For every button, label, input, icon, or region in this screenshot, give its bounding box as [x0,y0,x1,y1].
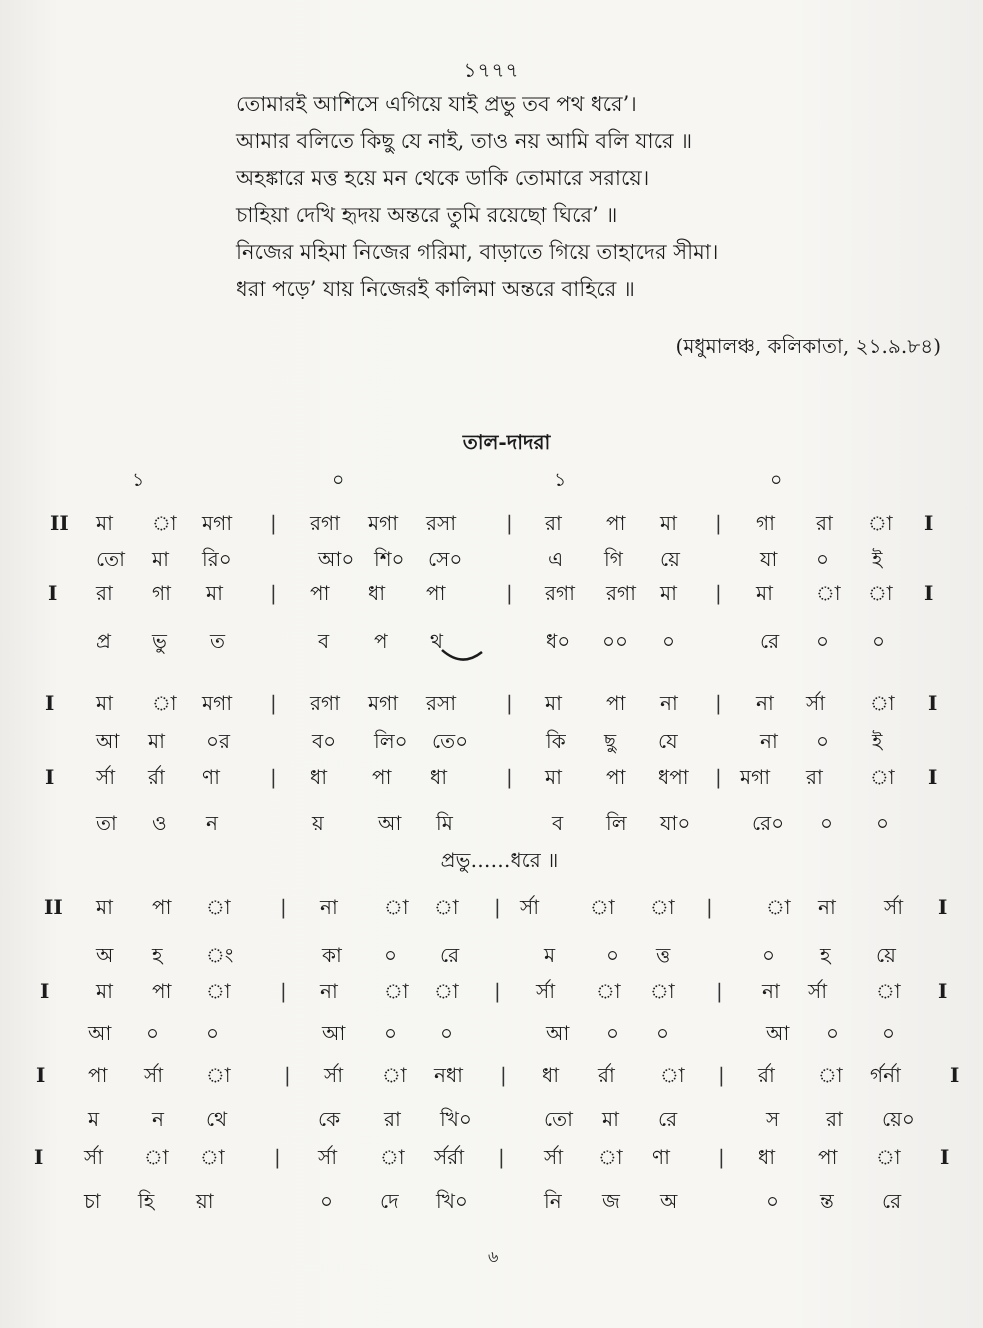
note: া [766,895,791,919]
bar-line: | [494,979,501,1003]
notation-row [0,760,983,794]
lyric-syllable: ০ [206,1021,220,1045]
note: া [596,979,621,1003]
note: া [650,895,675,919]
lyric-syllable: তে০ [432,729,469,753]
poem-line: তোমারই আশিসে এগিয়ে যাই প্রভু তব পথ ধরে’। [236,92,637,116]
bar-line: | [506,581,513,605]
lyric-syllable: থ [430,629,443,653]
notation-row [0,686,983,720]
lyric-syllable: কে [318,1107,341,1131]
note: মা [206,581,223,605]
note: া [650,979,675,1003]
note: র্সা [536,979,556,1003]
lyric-syllable: আ [96,729,120,753]
lyric-syllable: ও [152,811,167,835]
note: র্সা [808,979,828,1003]
note: রগা [606,581,636,605]
note: মগা [740,765,771,789]
lyric-syllable: লি০ [374,729,408,753]
page-number: ১৭৭৭ [463,58,520,82]
note: মগা [202,511,233,535]
lyric-row [0,1184,983,1218]
lyric-syllable: রা [826,1107,843,1131]
lyric-syllable: লি [606,811,627,835]
section-mark: I [938,979,948,1003]
note: মগা [368,691,399,715]
note: না [660,691,678,715]
lyric-syllable: আ০ [318,547,355,571]
lyric-row [0,806,983,840]
note: রগা [545,581,575,605]
lyric-syllable: ০ [882,1021,896,1045]
section-mark: II [44,895,63,919]
lyric-syllable: ০ [440,1021,454,1045]
lyric-syllable: যা [760,547,778,571]
note: না [320,895,338,919]
note: া [434,979,459,1003]
lyric-syllable: রে০ [752,811,785,835]
note: রসা [426,511,457,535]
note: মা [545,691,562,715]
note: মগা [202,691,233,715]
note: র্সা [806,691,826,715]
note: রা [806,765,823,789]
note: া [868,511,893,535]
bar-line: | [270,511,277,535]
lyric-syllable: কি [546,729,566,753]
bar-line: | [500,1063,507,1087]
lyric-syllable: ০ [766,1189,780,1213]
note: র্সা [144,1063,164,1087]
note: না [762,979,780,1003]
section-mark: I [928,765,938,789]
note: ধা [758,1145,776,1169]
lyric-syllable: যে [658,729,678,753]
lyric-syllable: আ [546,1021,570,1045]
note: পা [88,1063,108,1087]
lyric-syllable: ০ [872,629,886,653]
note: া [598,1145,623,1169]
note: ধা [310,765,328,789]
lyric-syllable: ই [872,547,883,571]
note: নধা [434,1063,463,1087]
bar-line: | [715,765,722,789]
note: পা [152,895,172,919]
note: পা [372,765,392,789]
lyric-syllable: ম [88,1107,100,1131]
notation-row [0,1058,983,1092]
note: ধা [542,1063,560,1087]
note: া [152,691,177,715]
section-mark: I [928,691,938,715]
note: ধপা [658,765,689,789]
lyric-syllable: ০ [320,1189,334,1213]
lyric-syllable: ০০ [602,629,629,653]
lyric-syllable: মা [148,729,165,753]
lyric-syllable: ০ [606,1021,620,1045]
note: া [590,895,615,919]
note: মা [96,511,113,535]
bar-line: | [718,1145,725,1169]
slur-mark [440,646,484,664]
notation-row [0,576,983,610]
note: া [144,1145,169,1169]
bar-line: | [270,765,277,789]
lyric-syllable: ০ [876,811,890,835]
bar-line: | [280,895,287,919]
note: না [756,691,774,715]
notation-row [0,1140,983,1174]
lyric-syllable: তো [544,1107,573,1131]
bar-line: | [506,691,513,715]
bar-line: | [284,1063,291,1087]
note: া [206,1063,231,1087]
lyric-syllable: ং [206,943,234,967]
bar-line: | [715,511,722,535]
lyric-syllable: মা [152,547,169,571]
note: া [868,581,893,605]
poem-line: ধরা পড়ে’ যায় নিজেরই কালিমা অন্তরে বাহিরে ॥ [236,277,635,301]
note: রসা [426,691,457,715]
section-mark: I [34,1145,44,1169]
lyric-syllable: এ [548,547,564,571]
lyric-row [0,1102,983,1136]
lyric-syllable: ন [206,811,218,835]
note: পা [606,691,626,715]
section-mark: I [48,581,58,605]
note: মা [660,511,677,535]
note: া [818,1063,843,1087]
lyric-syllable: আ [322,1021,346,1045]
lyric-syllable: রে [882,1189,902,1213]
lyric-syllable: ০ [820,811,834,835]
note: া [384,895,409,919]
poem-line: অহঙ্কারে মত্ত হয়ে মন থেকে ডাকি তোমারে সরায়ে। [236,166,650,190]
bar-line: | [270,691,277,715]
note: রগা [310,691,340,715]
section-mark: II [50,511,69,535]
lyric-syllable: ত [210,629,226,653]
lyric-syllable: না [760,729,778,753]
section-mark: I [924,511,934,535]
note: পা [152,979,172,1003]
bar-line: | [270,581,277,605]
note: া [200,1145,225,1169]
lyric-syllable: অ [660,1189,678,1213]
lyric-syllable: ব [318,629,330,653]
notation-row [0,890,983,924]
lyric-syllable: ম [544,943,556,967]
lyric-syllable: তো [96,547,125,571]
note: মা [96,895,113,919]
note: া [152,511,177,535]
lyric-syllable: রে [760,629,780,653]
note: া [870,691,895,715]
section-mark: I [45,691,55,715]
note: মা [660,581,677,605]
lyric-syllable: য়ে [660,547,680,571]
notation-row [0,974,983,1008]
lyric-syllable: ০ [656,1021,670,1045]
bar-line: | [506,765,513,789]
note: র্সা [318,1145,338,1169]
note: মা [96,691,113,715]
note: র্সা [520,895,540,919]
lyric-syllable: গি [604,547,623,571]
lyric-syllable: জ [602,1189,620,1213]
note: র্গর্না [870,1063,901,1087]
beat-marker: ০ [332,469,345,491]
bar-line: | [715,581,722,605]
lyric-syllable: ০ [762,943,776,967]
lyric-syllable: ০ [384,1021,398,1045]
note: ধা [430,765,448,789]
lyric-syllable: আ [766,1021,790,1045]
note: া [660,1063,685,1087]
note: ণা [202,765,220,789]
lyric-syllable: রি০ [202,547,232,571]
note: া [870,765,895,789]
note: ণা [652,1145,670,1169]
lyric-syllable: থে [206,1107,228,1131]
lyric-syllable: নি [544,1189,562,1213]
lyric-syllable: রে [658,1107,678,1131]
note: া [876,1145,901,1169]
lyric-syllable: যা০ [660,811,691,835]
beat-marker: ১ [132,469,145,491]
note: মা [545,765,562,789]
note: পা [818,1145,838,1169]
lyric-syllable: দে [380,1189,399,1213]
note: ধা [368,581,386,605]
note: া [382,1063,407,1087]
lyric-syllable: প্র [96,629,111,653]
lyric-syllable: মা [602,1107,619,1131]
lyric-syllable: ০ [816,729,830,753]
note: া [206,895,231,919]
refrain-text: প্রভু……ধরে ॥ [440,848,559,872]
note: র্রা [598,1063,615,1087]
lyric-syllable: ধ০ [546,629,571,653]
lyric-syllable: স [766,1107,780,1131]
lyric-syllable: য়া [196,1189,214,1213]
note: গা [152,581,171,605]
lyric-syllable: হ [152,943,163,967]
refrain-line [0,846,983,879]
note: া [876,979,901,1003]
poem-line: আমার বলিতে কিছু যে নাই, তাও নয় আমি বলি যারে ॥ [236,129,693,153]
note: মগা [368,511,399,535]
lyric-syllable: ভু [152,629,167,653]
lyric-syllable: য় [312,811,324,835]
lyric-syllable: য়ে০ [882,1107,915,1131]
lyric-row [0,624,983,658]
note: রগা [310,511,340,535]
tala-name: তাল-দাদরা [462,430,551,454]
lyric-syllable: কা [322,943,342,967]
lyric-syllable: য়ে [876,943,896,967]
lyric-syllable: ই [872,729,883,753]
poem-line: চাহিয়া দেখি হৃদয় অন্তরে তুমি রয়েছো ঘিরে’ ॥ [236,203,618,227]
lyric-syllable: চা [84,1189,101,1213]
note: পা [606,765,626,789]
lyric-syllable: ০ [816,629,830,653]
bar-line: | [716,979,723,1003]
poem-line: নিজের মহিমা নিজের গরিমা, বাড়াতে গিয়ে তাহাদের সীমা। [236,240,719,264]
bar-line: | [274,1145,281,1169]
note: র্রা [758,1063,775,1087]
lyric-syllable: ০র [206,729,231,753]
lyric-syllable: তা [96,811,117,835]
lyric-row [0,542,983,576]
lyric-syllable: ০ [826,1021,840,1045]
lyric-syllable: রে [440,943,460,967]
note: রা [545,511,562,535]
lyric-syllable: ত্ত [656,943,671,967]
lyric-syllable: ব [552,811,564,835]
lyric-syllable: খি০ [436,1189,468,1213]
lyric-syllable: অ [96,943,114,967]
lyric-syllable: খি০ [440,1107,472,1131]
section-mark: I [924,581,934,605]
lyric-row [0,938,983,972]
section-mark: I [940,1145,950,1169]
lyric-syllable: ছু [604,729,617,753]
section-mark: I [45,765,55,789]
note: র্সা [544,1145,564,1169]
bar-line: | [498,1145,505,1169]
note: মা [756,581,773,605]
bar-line: | [494,895,501,919]
note: রা [96,581,113,605]
footer-mark: ৬ [488,1247,499,1266]
note: া [206,979,231,1003]
lyric-syllable: মি [436,811,453,835]
note: র্সা [84,1145,104,1169]
lyric-syllable: ন [152,1107,164,1131]
notation-row [0,506,983,540]
bar-line: | [718,1063,725,1087]
source-citation: (মধুমালঞ্চ, কলিকাতা, ২১.৯.৮৪) [675,334,941,358]
bar-line: | [280,979,287,1003]
lyric-row [0,724,983,758]
beat-marker: ১ [554,469,567,491]
lyric-row [0,1016,983,1050]
note: র্সর্রা [434,1145,465,1169]
beat-marker: ০ [770,469,783,491]
section-mark: I [40,979,50,1003]
lyric-syllable: সে০ [428,547,463,571]
lyric-syllable: হ [820,943,831,967]
lyric-syllable: ০ [662,629,676,653]
note: না [818,895,836,919]
section-mark: I [36,1063,46,1087]
lyric-syllable: আ [378,811,402,835]
lyric-syllable: ০ [146,1021,160,1045]
note: া [380,1145,405,1169]
note: পা [426,581,446,605]
lyric-syllable: শি০ [374,547,405,571]
note: পা [606,511,626,535]
lyric-syllable: ব০ [312,729,337,753]
note: মা [96,979,113,1003]
lyric-syllable: প [374,629,388,653]
note: না [320,979,338,1003]
lyric-syllable: ০ [816,547,830,571]
bar-line: | [715,691,722,715]
section-mark: I [938,895,948,919]
lyric-syllable: ০ [606,943,620,967]
note: া [816,581,841,605]
note: রা [816,511,833,535]
section-mark: I [950,1063,960,1087]
lyric-syllable: ০ [384,943,398,967]
lyric-syllable: ন্ত [820,1189,834,1213]
note: র্সা [96,765,116,789]
lyric-syllable: হি [138,1189,155,1213]
note: গা [756,511,775,535]
note: া [434,895,459,919]
note: া [384,979,409,1003]
bar-line: | [506,511,513,535]
bar-line: | [706,895,713,919]
note: র্সা [324,1063,344,1087]
note: র্রা [148,765,165,789]
lyric-syllable: আ [88,1021,112,1045]
lyric-syllable: রা [384,1107,401,1131]
note: পা [310,581,330,605]
note: র্সা [884,895,904,919]
